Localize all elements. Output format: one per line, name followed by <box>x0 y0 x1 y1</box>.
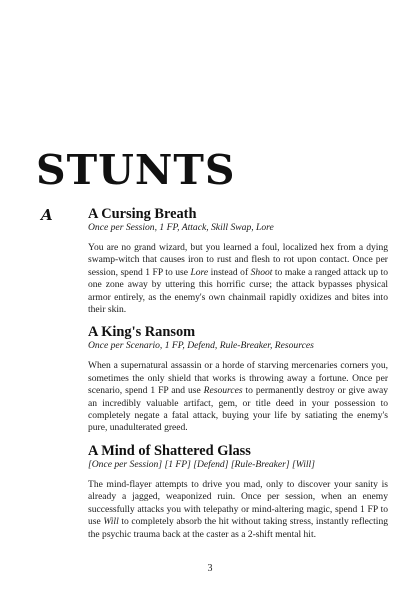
stunt-description: The mind-flayer attempts to drive you mad, only to discover your sanity is already a jagged, weaponized ruin. Once per session, when an enemy successfully attacks you with telepathy or mind-altering magic, spend 1 FP to use Will to completely absorb the hit without taking stress, instantly reflecting the psychic trauma back at the caster as a 2-shift mental hit. <box>88 478 388 540</box>
stunt-entry <box>88 324 388 434</box>
stunt-entry <box>88 206 388 316</box>
stunt-description: You are no grand wizard, but you learned a foul, localized hex from a dying swamp-witch that causes iron to rust and flesh to rot upon contact. Once per session, spend 1 FP to use Lore instead of Shoot to make a ranged attack up to one zone away by uttering this horrific curse; the attack bypasses physical armor entirely, as the enemy's own chainmail rapidly oxidizes and bites into their skin. <box>88 242 388 316</box>
skill-name: Shoot <box>250 266 273 278</box>
page-number: 3 <box>207 563 213 574</box>
stunt-tags: [Once per Session] [1 FP] [Defend] [Rule-Breaker] [Will] <box>88 458 315 470</box>
chapter-title: STUNTS <box>36 146 236 194</box>
section-letter: A <box>41 206 53 224</box>
stunt-title: A Cursing Breath <box>88 206 197 222</box>
stunt-tags: Once per Scenario, 1 FP, Defend, Rule-Breaker, Resources <box>88 340 314 352</box>
stunt-description: When a supernatural assassin or a horde of starving mercenaries corners you, sometimes the only shield that works is throwing away a fortune. Once per scenario, spend 1 FP and use Resources to permanently destroy or give away an incredibly valuable artifact, gem, or title deed in your possession to completely negate a fatal attack, buying your life by satiating the enemy's pure, unadulterated greed. <box>88 360 388 434</box>
stunt-title: A King's Ransom <box>88 324 196 341</box>
stunt-entry <box>88 443 388 541</box>
stunt-tags: Once per Session, 1 FP, Attack, Skill Swap, Lore <box>88 222 274 233</box>
stunt-title: A Mind of Shattered Glass <box>88 442 251 459</box>
skill-name: Resources <box>203 385 243 397</box>
skill-name: Lore <box>190 266 209 278</box>
skill-name: Will <box>103 516 119 528</box>
stunt-list <box>88 206 388 549</box>
